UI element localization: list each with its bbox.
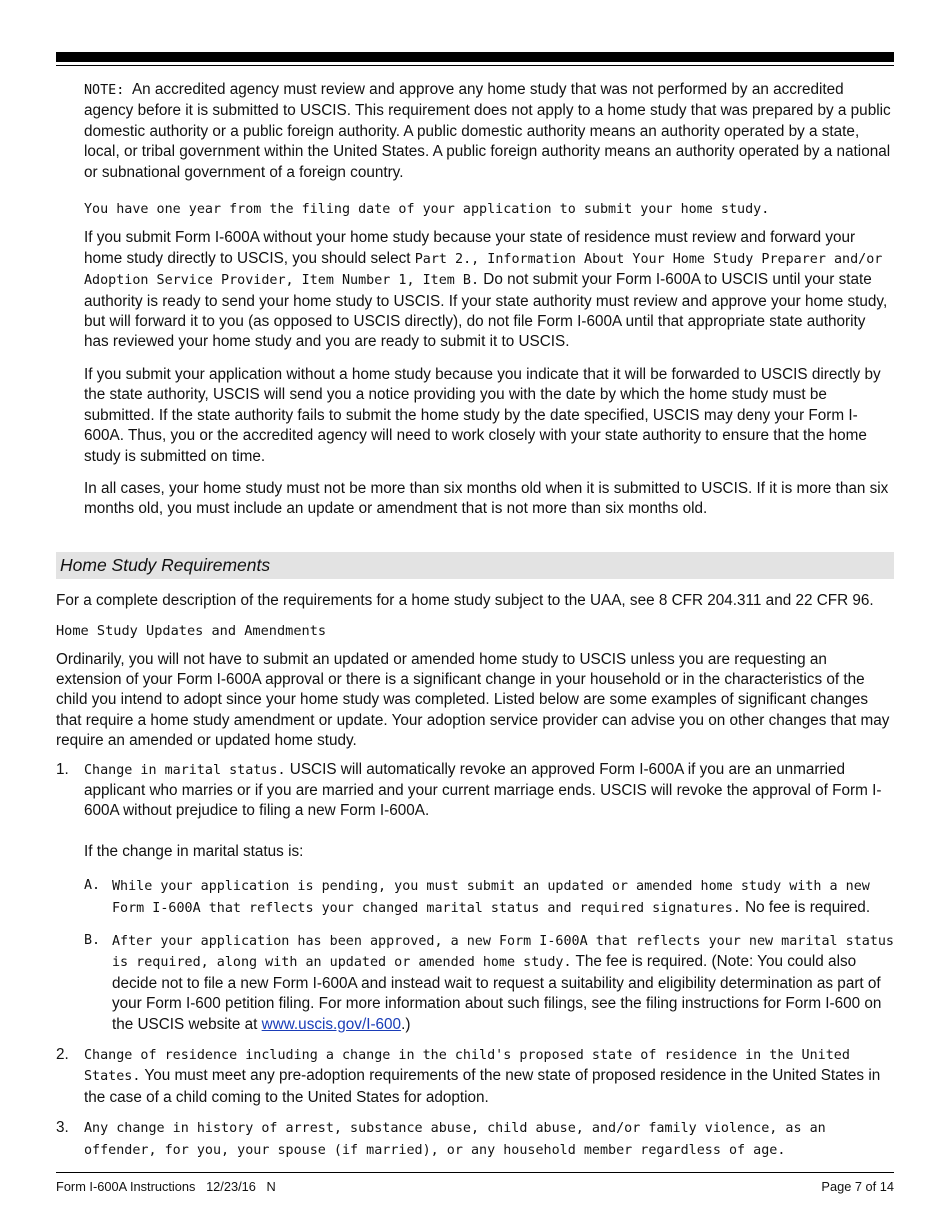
footer-page-number: Page 7 of 14 (821, 1179, 894, 1194)
sub-b-lead: After your application has been approved, a new Form I-600A that reflects your new marital status is required, along with an updated or amended home study. (112, 934, 894, 971)
item-3-text (84, 1118, 894, 1161)
item-number: 3. (56, 1119, 69, 1137)
six-months-paragraph: In all cases, your home study must not be more than six months old when it is submitted to USCIS. If it is more than six months old, you must include an update or amendment that is not more than six months old. (84, 479, 889, 518)
list-item-2 (56, 1045, 894, 1108)
sub-item-b (84, 931, 894, 1035)
subheading: Home Study Updates and Amendments (56, 623, 327, 640)
item-3-lead: Any change in history of arrest, substance abuse, child abuse, and/or family violence, as an offender, for you, your spouse (if married), or any household member regardless of age. (84, 1121, 826, 1158)
header-rule-thick (56, 52, 894, 62)
section-heading-bar (56, 552, 894, 579)
page-content (56, 80, 894, 1161)
one-year-text: You have one year from the filing date of your application to submit your home study. (84, 202, 770, 218)
sub-item-b-text (112, 931, 894, 1035)
item-2-text (84, 1045, 894, 1108)
item-number: 2. (56, 1046, 69, 1064)
list-item-1 (56, 760, 894, 863)
section-intro: For a complete description of the requirements for a home study subject to the UAA, see 8 CFR 204.311 and 22 CFR 96. (56, 591, 874, 609)
state-authority-paragraph (84, 228, 894, 352)
note-block (84, 80, 894, 520)
sub-b-body: The fee is required. (Note: You could also decide not to file a new Form I-600A and instead wait to request a suitability and eligibility determination as part of your Form I-600 petition filing. For more information about such filings, see the filing instructions for Form I-600 on the USCIS website at (112, 953, 882, 1033)
uscis-link[interactable]: www.uscis.gov/I-600 (261, 1015, 402, 1033)
sub-item-a-text (112, 876, 894, 919)
part2-reference: Part 2., Information About Your Home Study Preparer and/or Adoption Service Provider, Item Number 1, Item B. (84, 251, 883, 289)
item-2-lead: Change of residence including a change in the child's proposed state of residence in the United States. (84, 1048, 850, 1085)
note-paragraph (84, 80, 894, 183)
para1-text-b: Do not submit your Form I-600A to USCIS until your state authority is ready to send your home study to USCIS. If your state authority must review and approve your home study, but will forward it to you (as opposed to USCIS directly), do not file Form I-600A until that appropriate state authority has reviewed your home study and you are ready to submit it to USCIS. (84, 271, 888, 351)
footer-form-info: Form I-600A Instructions 12/23/16 N (56, 1179, 276, 1194)
list-item-3 (56, 1118, 894, 1161)
section-title: Home Study Requirements (60, 554, 271, 575)
sub-a-lead: While your application is pending, you must submit an updated or amended home study with a new Form I-600A that reflects your changed marital status and required signatures. (112, 879, 870, 916)
item-1-sub-intro: If the change in marital status is: (84, 842, 304, 860)
section-body: Ordinarily, you will not have to submit an updated or amended home study to USCIS unless you are requesting an extension of your Form I-600A approval or there is a significant change in your household or in the characteristics of the child you intend to adopt since your home study was completed. Listed below are some examples of significant changes that require a home study amendment or update. Your adoption service provider can advise you on other changes that may require an amended or updated home study. (56, 650, 890, 750)
note-label: NOTE: (84, 83, 125, 98)
item-number: 1. (56, 760, 69, 778)
header-rule-thin (56, 65, 894, 66)
one-year-line (84, 199, 894, 220)
sub-b-tail: .) (401, 1015, 411, 1033)
item-1-text (84, 760, 894, 822)
item-1-lead: Change in marital status. (84, 762, 286, 778)
para1-text-a: If you submit Form I-600A without your home study because your state of residence must review and forward your home study directly to USCIS, you should select (84, 229, 856, 267)
sub-a-body: No fee is required. (740, 898, 871, 916)
footer-rule (56, 1172, 894, 1173)
sub-item-letter: B. (84, 933, 101, 948)
item-2-body: You must meet any pre-adoption requirements of the new state of proposed residence in the United States in the case of a child coming to the United States for adoption. (84, 1067, 881, 1106)
forwarded-paragraph: If you submit your application without a home study because you indicate that it will be forwarded to USCIS directly by the state authority, USCIS will send you a notice providing you with the date by which the home study must be submitted. If the state authority fails to submit the home study by the date specified, USCIS may deny your Form I-600A. Thus, you or the accredited agency will need to work closely with your state authority to ensure that the home study is submitted on time. (84, 365, 881, 465)
sub-item-a (84, 876, 894, 919)
sub-item-letter: A. (84, 878, 101, 894)
note-text: An accredited agency must review and approve any home study that was not performed by an accredited agency before it is submitted to USCIS. This requirement does not apply to a home study that was prepared by a public domestic authority or a public foreign authority. A public domestic authority means an authority operated by a state, local, or tribal government within the United States. A public foreign authority means an authority operated by a national or subnational government of a foreign country. (84, 81, 891, 181)
item-1-body: USCIS will automatically revoke an approved Form I-600A if you are an unmarried applicant who marries or if you are married and your current marriage ends. USCIS will revoke the approval of Form I-600A without prejudice to filing a new Form I-600A. (84, 760, 882, 820)
